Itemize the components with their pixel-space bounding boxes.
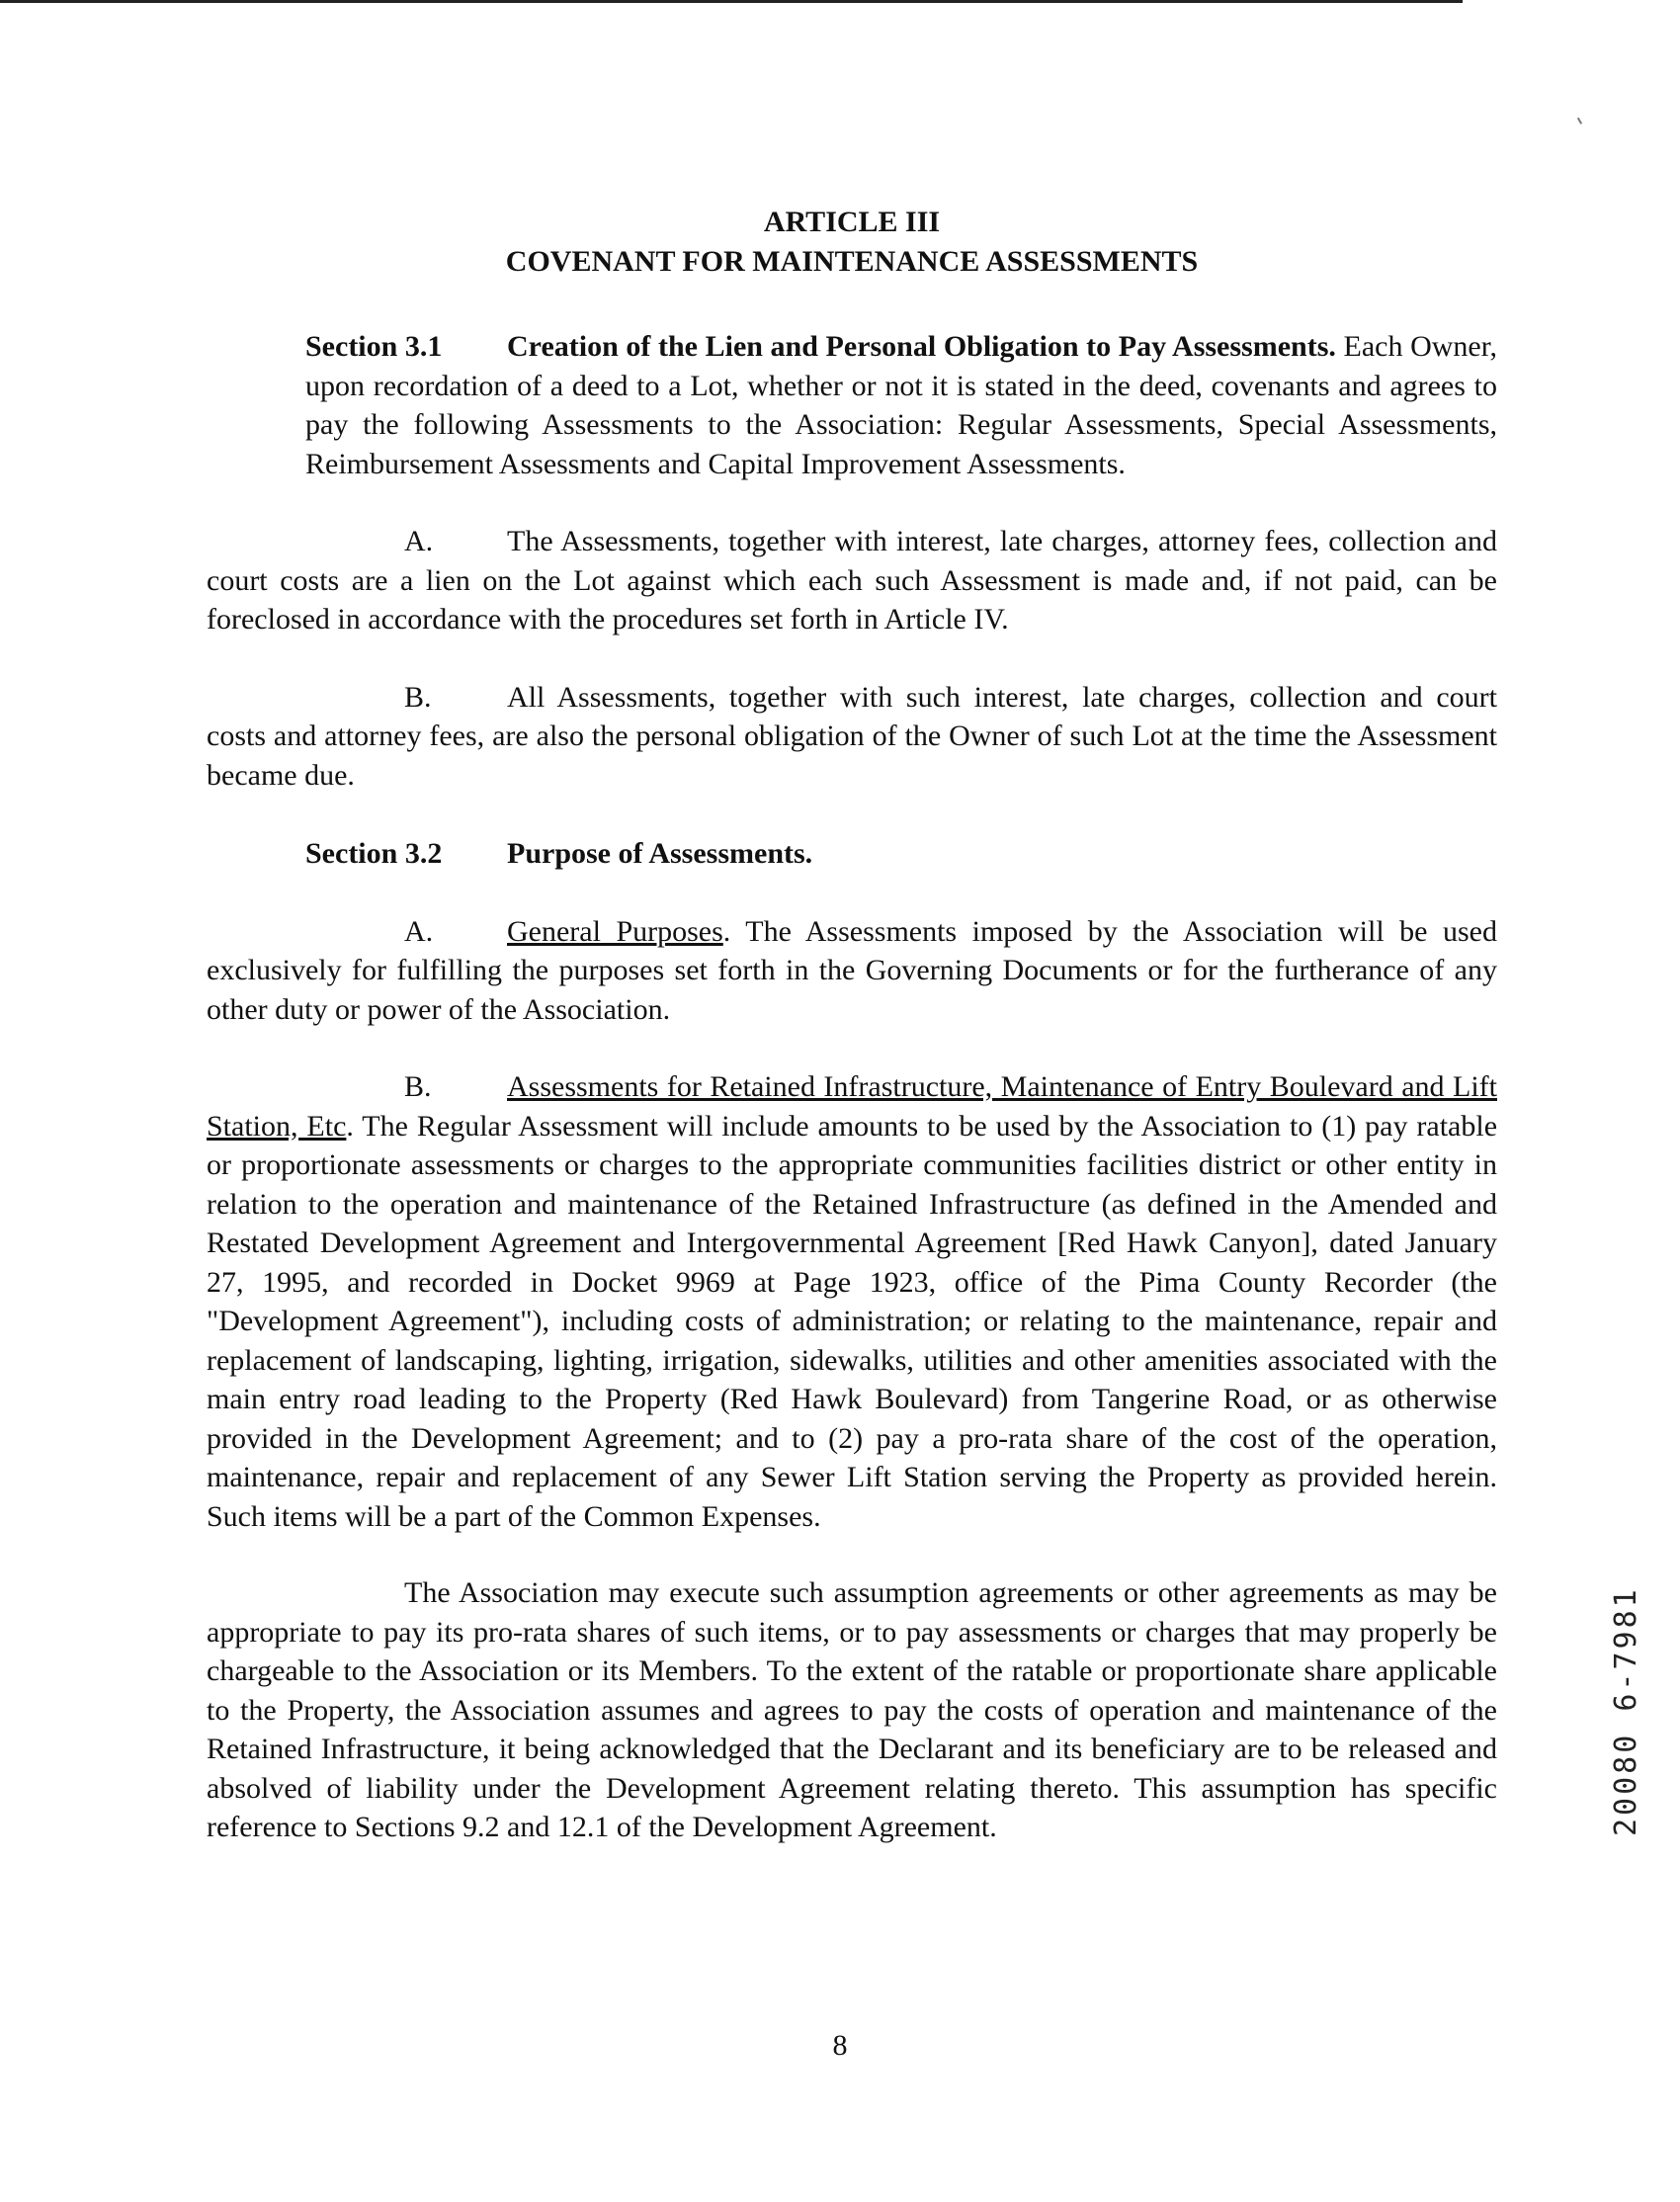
assumption-paragraph: [207, 1573, 1497, 1847]
retained-infrastructure-heading: Assessments for Retained Infrastructure, Maintenance of Entry Boulevard and Lift Station, Etc: [207, 1070, 1497, 1143]
item-b-text: All Assessments, together with such interest, late charges, collection and court costs and attorney fees, are also the personal obligation of the Owner of such Lot at the time the Assessment became due.: [207, 680, 1497, 792]
item-a-letter: A.: [404, 525, 434, 557]
section-3-2-title: Purpose of Assessments.: [507, 837, 813, 870]
general-purposes-text: . The Assessments imposed by the Association will be used exclusively for fulfilling the purposes set forth in the Governing Documents or for the furtherance of any other duty or power of the Association.: [207, 914, 1497, 1026]
section-3-1-paragraph: [207, 327, 1497, 483]
section-3-2-item-a: [207, 912, 1497, 1030]
section-3-2-item-b: [207, 1067, 1497, 1536]
article-number: ARTICLE III: [763, 206, 941, 238]
item-a-text: The Assessments, together with interest, late charges, attorney fees, collection and court costs are a lien on the Lot against which each such Assessment is made and, if not paid, can be foreclosed in accordance with the procedures set forth in Article IV.: [207, 525, 1497, 635]
recording-stamp: 20080 6-7981: [1609, 1586, 1643, 1836]
top-scan-rule: [0, 0, 1463, 3]
section-3-1-title: Creation of the Lien and Personal Obligation to Pay Assessments.: [507, 330, 1336, 363]
retained-infrastructure-text: . The Regular Assessment will include amounts to be used by the Association to (1) pay ratable or proportionate assessments or charges to the appropriate communities facilities district or other entity in relation to the operation and maintenance of the Retained Infrastructure (as defined in the Amended and Restated Development Agreement and Intergovernmental Agreement [Red Hawk Canyon], dated January 27, 1995, and recorded in Docket 9969 at Page 1923, office of the Pima County Recorder (the "Development Agreement"), including costs of administration; or relating to the maintenance, repair and replacement of landscaping, lighting, irrigation, sidewalks, utilities and other amenities associated with the main entry road leading to the Property (Red Hawk Boulevard) from Tangerine Road, or as otherwise provided in the Development Agreement; and to (2) pay a pro-rata share of the cost of the operation, maintenance, repair and replacement of any Sewer Lift Station serving the Property as provided herein. Such items will be a part of the Common Expenses.: [207, 1109, 1498, 1533]
item-a-letter: A.: [404, 914, 434, 948]
assumption-text: The Association may execute such assumption agreements or other agreements as may be appropriate to pay its pro-rata shares of such items, or to pay assessments or charges that may properly be chargeable to the Association or its Members. To the extent of the ratable or proportionate share applicable to the Property, the Association assumes and agrees to pay the costs of operation and maintenance of the Retained Infrastructure, it being acknowledged that the Declarant and its beneficiary are to be released and absolved of liability under the Development Agreement relating thereto. This assumption has specific reference to Sections 9.2 and 12.1 of the Development Agreement.: [207, 1576, 1497, 1843]
page-number: 8: [832, 2029, 848, 2062]
article-title: COVENANT FOR MAINTENANCE ASSESSMENTS: [505, 245, 1199, 278]
item-b-letter: B.: [404, 680, 432, 714]
section-3-1-item-a: [207, 522, 1497, 639]
item-b-letter: B.: [404, 1070, 432, 1103]
section-3-1-label: Section 3.1: [305, 330, 443, 363]
section-3-2-label: Section 3.2: [305, 837, 443, 870]
general-purposes-heading: General Purposes: [507, 914, 723, 948]
section-3-1-item-b: [207, 678, 1497, 796]
article-heading: [207, 203, 1497, 282]
section-3-2-heading: [207, 834, 1497, 874]
scan-artifact-mark: [1577, 114, 1588, 125]
section-3-1-body: Each Owner, upon recordation of a deed to a Lot, whether or not it is stated in the deed, covenants and agrees to pay the following Assessments to the Association: Regular Assessments, Special Assessments, Reimbursement Assessments and Capital Improvement Assessments.: [305, 330, 1498, 480]
document-page: [207, 203, 1497, 1847]
